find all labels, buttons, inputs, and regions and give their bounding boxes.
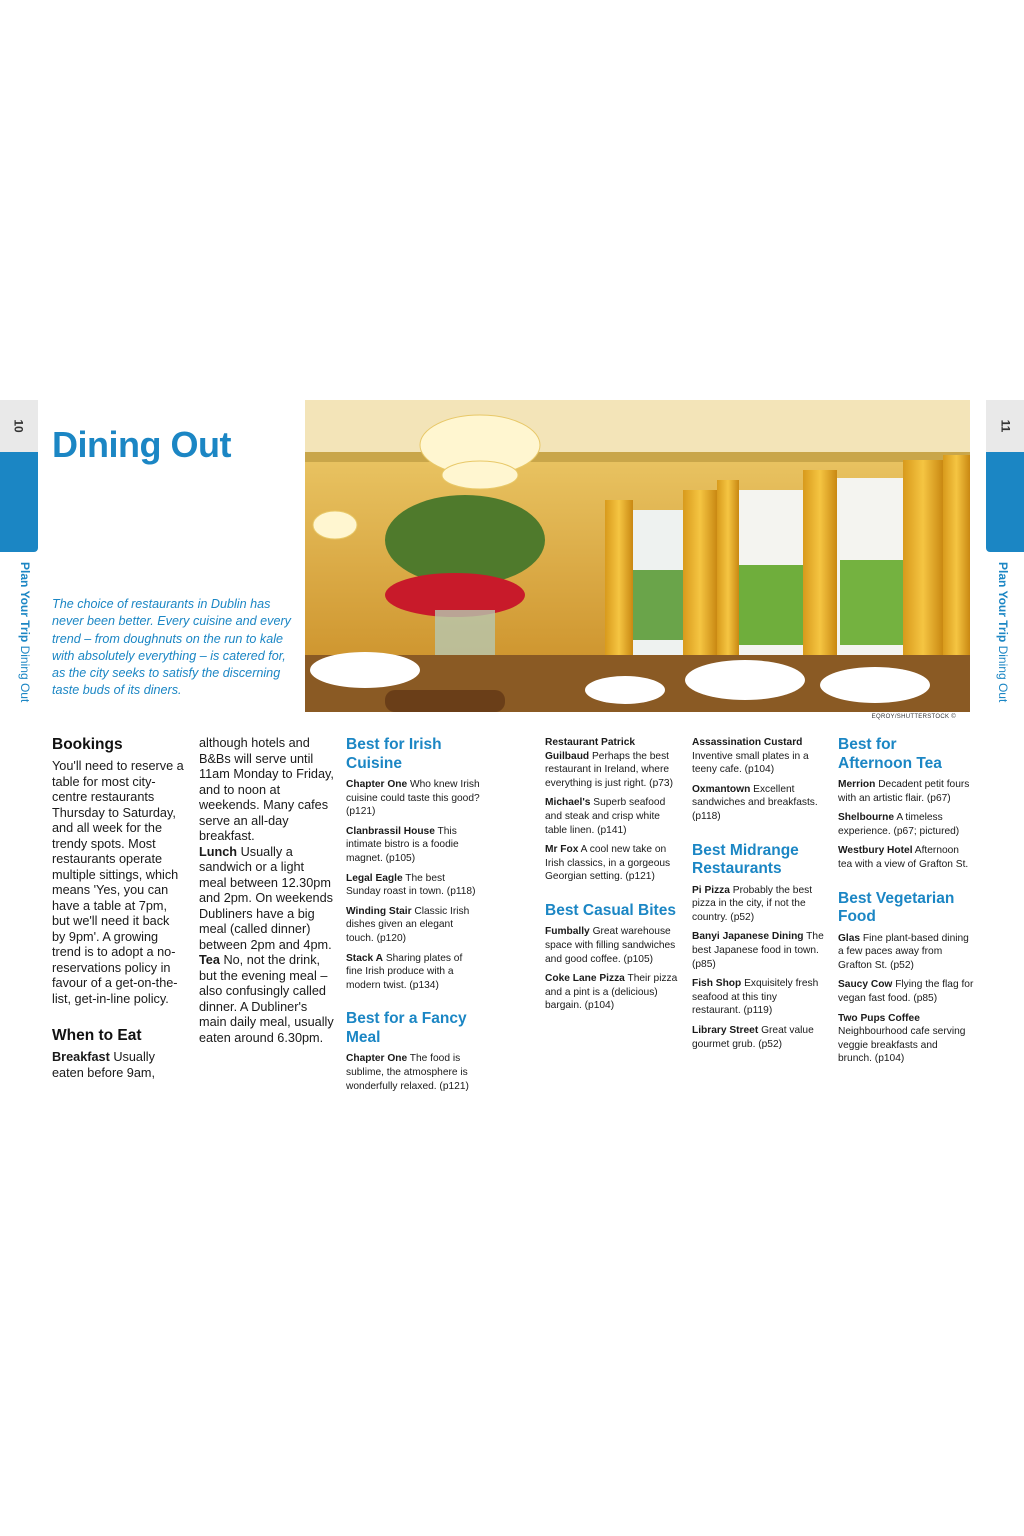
afternoon-tea-heading: Best for Afternoon Tea	[838, 736, 942, 772]
column-bookings	[52, 736, 186, 1081]
column-midrange	[692, 736, 826, 1057]
list-item: Winding Stair Classic Irish dishes given an elegant touch. (p120)	[346, 905, 470, 944]
list-item: Fumbally Great warehouse space with filling sandwiches and good coffee. (p105)	[545, 926, 676, 965]
list-item: Banyi Japanese Dining The best Japanese food in town. (p85)	[692, 931, 824, 970]
list-item: Clanbrassil House This intimate bistro is a foodie magnet. (p105)	[346, 825, 459, 864]
list-item: Restaurant Patrick Guilbaud Perhaps the best restaurant in Ireland, where everything is just right. (p73)	[545, 737, 673, 789]
list-item: Mr Fox A cool new take on Irish classics, in a gorgeous Georgian setting. (p121)	[545, 844, 671, 883]
lunch-text: Lunch Usually a sandwich or a light meal between 12.30pm and 2pm. On weekends Dubliners have a big meal (called dinner) between 2pm and 4pm.	[199, 844, 334, 952]
side-label-left: Plan Your Trip Dining Out	[18, 562, 32, 703]
bookings-text: You'll need to reserve a table for most city-centre restaurants Thursday to Saturday, and all week for the trendy spots. Most restaurants operate multiple sittings, which means 'Yes, you can have a table at 7pm, but we'll need it back by 9pm'. A growing trend is to adopt a no-reservations policy in favour of a get-on-the-list, get-in-line policy.	[52, 759, 184, 1006]
irish-cuisine-heading: Best for Irish Cuisine	[346, 736, 442, 772]
list-item: Library Street Great value gourmet grub. (p52)	[692, 1024, 814, 1050]
list-item: Pi Pizza Probably the best pizza in the city, if not the country. (p52)	[692, 884, 813, 923]
list-item: Two Pups Coffee Neighbourhood cafe serving veggie breakfasts and brunch. (p104)	[838, 1012, 966, 1065]
casual-bites-heading: Best Casual Bites	[545, 901, 676, 919]
midrange-heading: Best Midrange Restaurants	[692, 841, 799, 878]
list-item: Coke Lane Pizza Their pizza and a pint is a (delicious) bargain. (p104)	[545, 973, 678, 1012]
dining-room-photo	[305, 400, 970, 712]
column-tea-vegetarian	[838, 736, 974, 1072]
list-item: Chapter One Who knew Irish cuisine could taste this good? (p121)	[346, 779, 480, 818]
list-item: Oxmantown Excellent sandwiches and breakfasts. (p118)	[692, 783, 818, 822]
list-item: Chapter One The food is sublime, the atmosphere is wonderfully relaxed. (p121)	[346, 1053, 469, 1092]
when-to-eat-heading: When to Eat	[52, 1027, 142, 1044]
intro-paragraph: The choice of restaurants in Dublin has never been better. Every cuisine and every trend – from doughnuts on the run to kale with absolutely everything – is catered for, as the city seeks to satisfy the discerning taste buds of its diners.	[52, 597, 291, 698]
column-irish-cuisine	[346, 736, 480, 1099]
fancy-meal-heading: Best for a Fancy Meal	[346, 1010, 467, 1046]
vegetarian-heading: Best Vegetarian Food	[838, 889, 955, 926]
list-item: Glas Fine plant-based dining a few paces away from Grafton St. (p52)	[838, 932, 969, 971]
column-fancy-casual	[545, 736, 681, 1019]
page-number-left: 10	[0, 400, 38, 452]
breakfast-text: Breakfast Usually eaten before 9am,	[52, 1050, 155, 1080]
list-item: Legal Eagle The best Sunday roast in town. (p118)	[346, 872, 476, 898]
list-item: Michael's Superb seafood and steak and crisp white table linen. (p141)	[545, 797, 666, 836]
column-when-to-eat	[199, 736, 335, 1046]
page-title: Dining Out	[52, 424, 231, 465]
tea-text: Tea No, not the drink, but the evening meal – also confusingly called dinner. A Dubliner's main daily meal, usually eaten around 6.30pm.	[199, 953, 334, 1045]
bookings-heading: Bookings	[52, 736, 123, 753]
list-item: Shelbourne A timeless experience. (p67; pictured)	[838, 812, 960, 837]
breakfast-continued: although hotels and B&Bs will serve until 11am Monday to Friday, and to noon at weekends. Many cafes serve an all-day breakfast.	[199, 736, 334, 843]
list-item: Merrion Decadent petit fours with an artistic flair. (p67)	[838, 779, 970, 804]
photo-credit: EQROY/SHUTTERSTOCK ©	[871, 714, 956, 720]
list-item: Westbury Hotel Afternoon tea with a view of Grafton St.	[838, 845, 969, 870]
side-label-right: Plan Your Trip Dining Out	[996, 562, 1010, 703]
list-item: Saucy Cow Flying the flag for vegan fast food. (p85)	[838, 979, 974, 1004]
list-item: Assassination Custard Inventive small plates in a teeny cafe. (p104)	[692, 737, 809, 776]
list-item: Fish Shop Exquisitely fresh seafood at this tiny restaurant. (p119)	[692, 978, 819, 1017]
list-item: Stack A Sharing plates of fine Irish produce with a modern twist. (p134)	[346, 952, 463, 991]
page-number-right: 11	[986, 400, 1024, 452]
